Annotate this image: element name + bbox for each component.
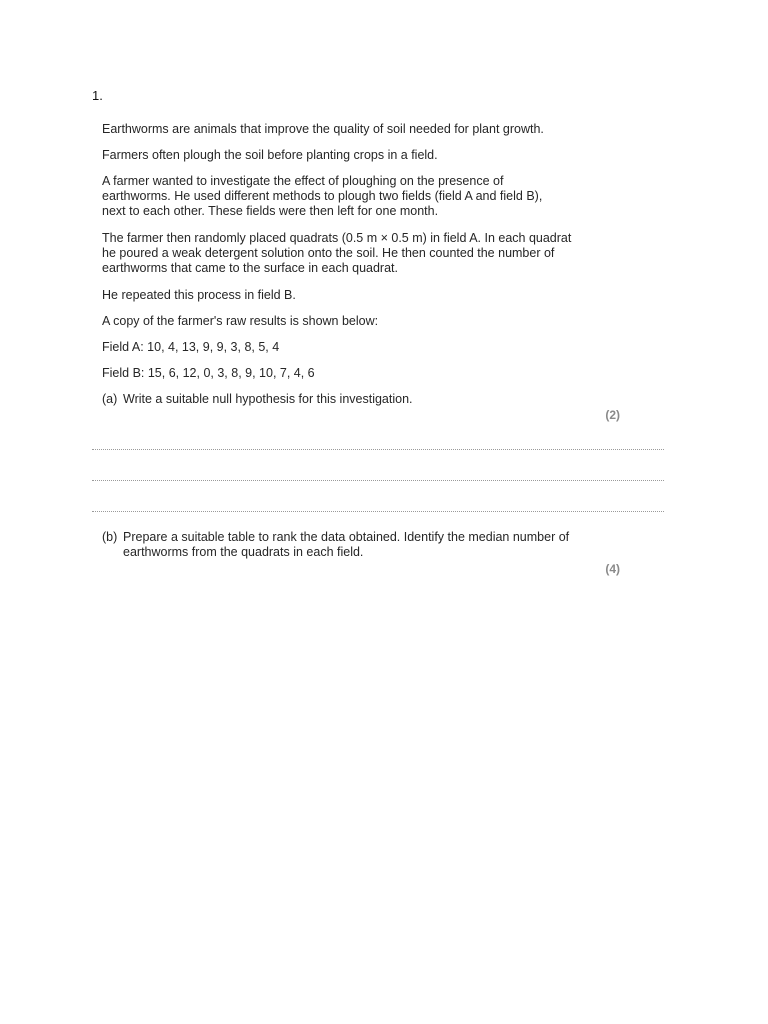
question-number: 1. — [92, 88, 103, 103]
part-b-text-line-1: Prepare a suitable table to rank the data obtained. Identify the median number of — [123, 530, 570, 544]
method-line-3: earthworms that came to the surface in each quadrat. — [102, 261, 398, 275]
method-line-2: he poured a weak detergent solution onto the soil. He then counted the number of — [102, 246, 555, 260]
part-b-label: (b) — [102, 530, 118, 544]
investigation-line-2: earthworms. He used different methods to plough two fields (field A and field B), — [102, 189, 543, 203]
part-a-text: Write a suitable null hypothesis for this investigation. — [123, 392, 413, 406]
results-intro-text: A copy of the farmer's raw results is shown below: — [102, 314, 379, 328]
answer-line-2[interactable] — [92, 480, 664, 481]
method-paragraph — [102, 231, 622, 276]
intro-paragraph-1 — [102, 122, 622, 137]
field-a-results — [102, 340, 622, 355]
part-b-text-line-2: earthworms from the quadrats in each field. — [123, 545, 364, 559]
part-a-label: (a) — [102, 392, 118, 406]
answer-line-1[interactable] — [92, 449, 664, 450]
field-b-text: Field B: 15, 6, 12, 0, 3, 8, 9, 10, 7, 4, 6 — [102, 366, 315, 380]
investigation-line-3: next to each other. These fields were then left for one month. — [102, 204, 439, 218]
results-intro-paragraph — [102, 314, 622, 329]
intro-text-2: Farmers often plough the soil before planting crops in a field. — [102, 148, 438, 162]
investigation-paragraph — [102, 174, 622, 219]
field-b-results — [102, 366, 622, 381]
investigation-line-1: A farmer wanted to investigate the effect of ploughing on the presence of — [102, 174, 504, 188]
intro-paragraph-2 — [102, 148, 622, 163]
answer-line-3[interactable] — [92, 511, 664, 512]
part-b-question — [102, 530, 622, 560]
repeat-paragraph — [102, 288, 622, 303]
part-a-question — [102, 392, 622, 407]
repeat-text: He repeated this process in field B. — [102, 288, 296, 302]
part-a-marks: (2) — [605, 408, 620, 422]
field-a-text: Field A: 10, 4, 13, 9, 9, 3, 8, 5, 4 — [102, 340, 280, 354]
part-b-marks: (4) — [605, 562, 620, 576]
intro-text-1: Earthworms are animals that improve the quality of soil needed for plant growth. — [102, 122, 544, 136]
method-line-1: The farmer then randomly placed quadrats (0.5 m × 0.5 m) in field A. In each quadrat — [102, 231, 572, 245]
